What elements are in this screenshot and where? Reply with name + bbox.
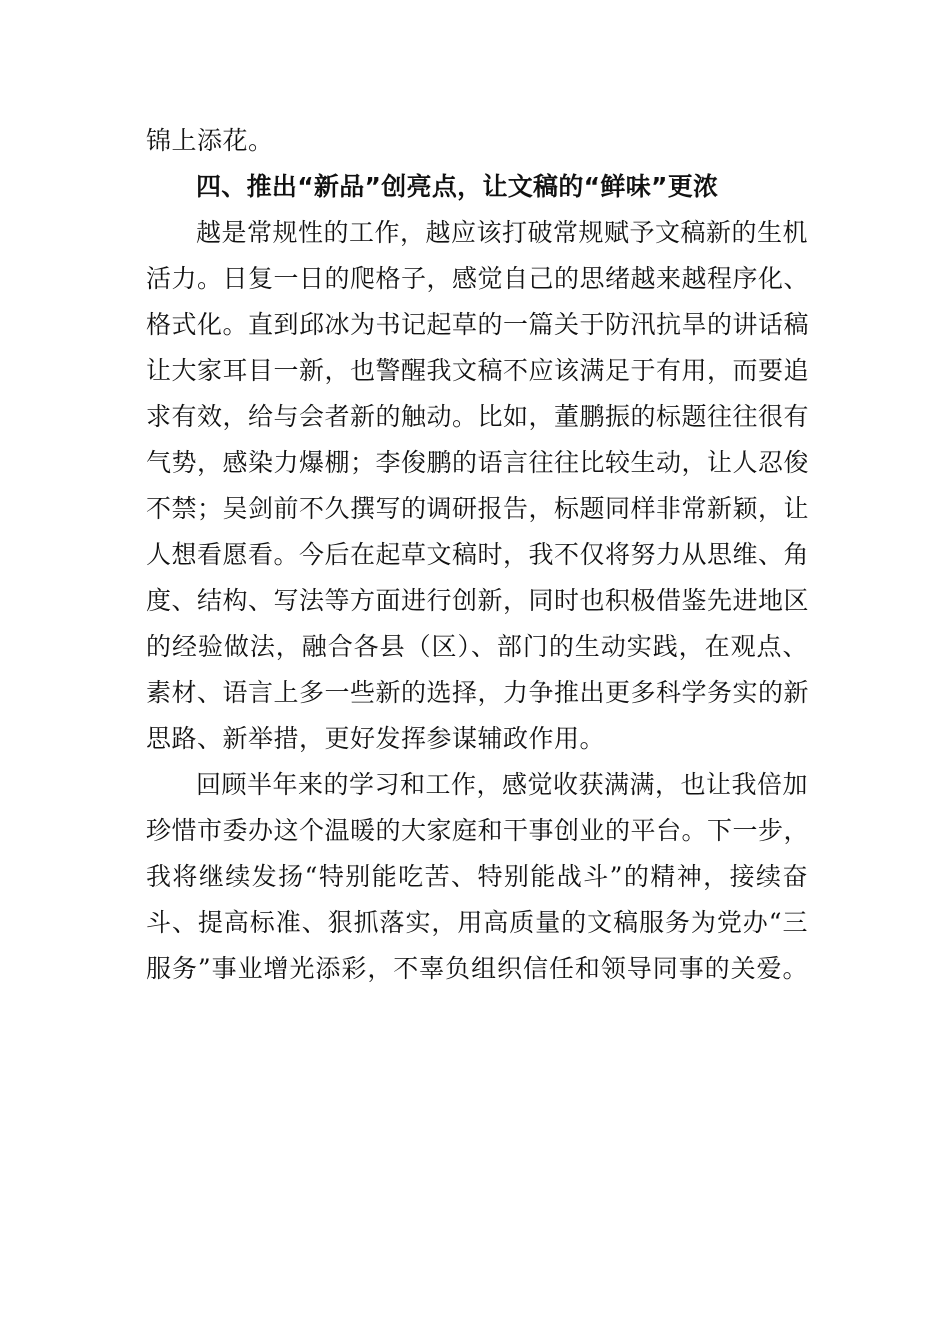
paragraph-line: 不禁；吴剑前不久撰写的调研报告，标题同样非常新颖，让 <box>146 494 810 523</box>
paragraph-line: 度、结构、写法等方面进行创新，同时也积极借鉴先进地区 <box>146 586 810 615</box>
section-heading: 四、推出“新品”创亮点，让文稿的“鲜味”更浓 <box>196 172 719 201</box>
paragraph-line: 我将继续发扬“特别能吃苦、特别能战斗”的精神，接续奋 <box>146 862 808 891</box>
paragraph-line: 斗、提高标准、狠抓落实，用高质量的文稿服务为党办“三 <box>146 908 808 937</box>
document-body <box>146 118 808 992</box>
paragraph-line: 活力。日复一日的爬格子，感觉自己的思绪越来越程序化、 <box>146 264 810 293</box>
paragraph-line: 思路、新举措，更好发挥参谋辅政作用。 <box>146 724 606 753</box>
paragraph-line: 服务”事业增光添彩，不辜负组织信任和领导同事的关爱。 <box>146 954 808 983</box>
paragraph-line: 的经验做法，融合各县（区）、部门的生动实践，在观点、 <box>146 632 808 661</box>
paragraph-line: 格式化。直到邱冰为书记起草的一篇关于防汛抗旱的讲话稿 <box>146 310 810 339</box>
paragraph-continuation-line: 锦上添花。 <box>146 126 274 155</box>
paragraph-line: 气势，感染力爆棚；李俊鹏的语言往往比较生动，让人忍俊 <box>146 448 810 477</box>
paragraph-line: 让大家耳目一新，也警醒我文稿不应该满足于有用，而要追 <box>146 356 810 385</box>
paragraph-line: 人想看愿看。今后在起草文稿时，我不仅将努力从思维、角 <box>146 540 810 569</box>
paragraph-line: 素材、语言上多一些新的选择，力争推出更多科学务实的新 <box>146 678 810 707</box>
paragraph-line: 求有效，给与会者新的触动。比如，董鹏振的标题往往很有 <box>146 402 810 431</box>
paragraph-line: 珍惜市委办这个温暖的大家庭和干事创业的平台。下一步， <box>146 816 810 845</box>
paragraph-line: 回顾半年来的学习和工作，感觉收获满满，也让我倍加 <box>196 770 809 799</box>
paragraph-line: 越是常规性的工作，越应该打破常规赋予文稿新的生机 <box>196 218 809 247</box>
